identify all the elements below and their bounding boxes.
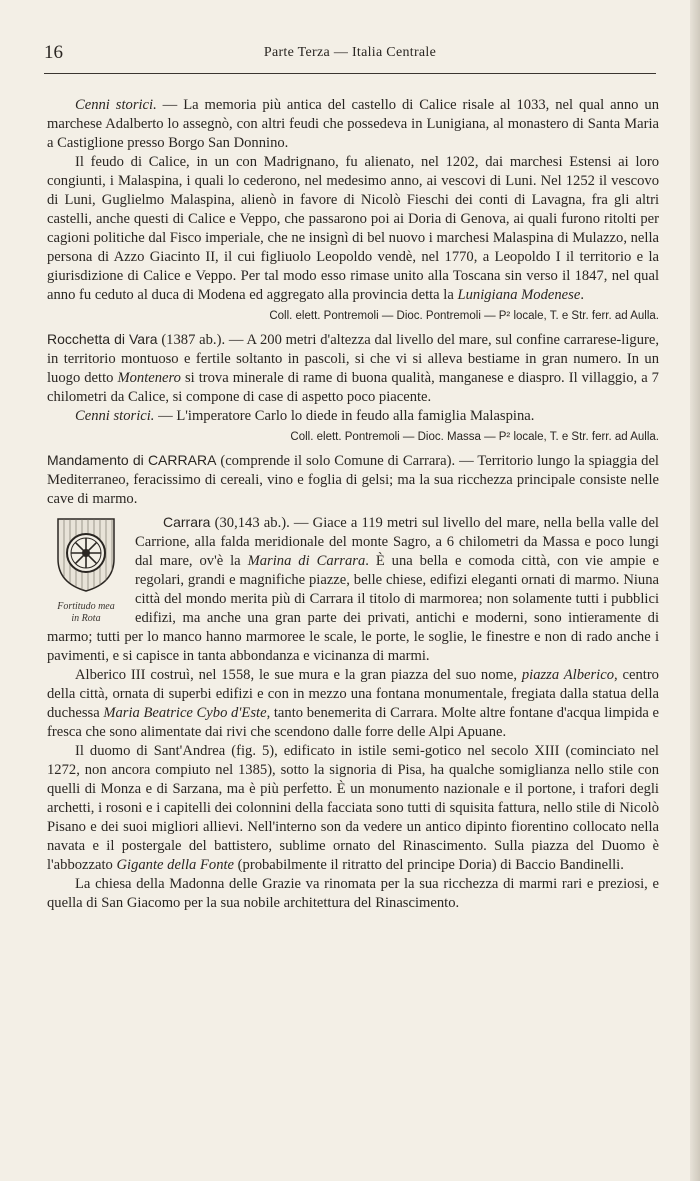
calice-reference-line: Coll. elett. Pontremoli — Dioc. Pontremoli — P² locale, T. e Str. ferr. ad Aulla. — [269, 310, 659, 322]
rocchetta-history-text: — L'imperatore Carlo lo diede in feudo alla famiglia Malaspina. — [154, 408, 535, 424]
running-title: Parte Terza — Italia Centrale — [263, 45, 437, 60]
rocchetta-population: (1387 ab.). — [157, 332, 226, 348]
mandamento-text: (comprende il solo Comune di Carrara). — Territorio lungo la spiaggia del Mediterraneo, feracissimo di cereali, vino e foglia di gelsi; ma la sua ricchezza principale consiste nelle cave di marmo. — [47, 453, 659, 507]
carrara-coat-of-arms — [47, 515, 125, 625]
mandamento-entry — [47, 451, 659, 509]
calice-history-text: — La memoria più antica del castello di Calice risale al 1033, nel qual anno un marchese Adalberto lo assegnò, con altri feudi che possedeva in Lunigiana, al monastero di Santa Maria a Castiglione presso Borgo San Donnino. — [47, 97, 659, 151]
rocchetta-history-label: Cenni storici. — [75, 408, 155, 424]
carrara-entry — [47, 513, 659, 666]
carrara-population: (30,143 ab.). — [210, 515, 290, 531]
duomo-text-end: (probabilmente il ritratto del principe Doria) di Baccio Bandinelli. — [234, 857, 624, 873]
motto-line-1: Fortitudo mea — [57, 601, 115, 612]
carrara-text: — Giace a 119 metri sul livello del mare, nella bella valle del Carrione, alla falda meridionale del monte Sagro, a 6 chilometri da Massa e poco lungi dal mare, ov'è la — [135, 515, 659, 569]
alberico-paragraph — [47, 666, 659, 742]
alberico-text-end: , tanto benemerita di Carrara. Molte altre fontane d'acqua limpida e fresca che sono alimentate dai rivi che scendono dalle forre delle Alpi Apuane. — [47, 705, 660, 740]
rocchetta-entry — [47, 330, 659, 407]
header-rule — [44, 73, 656, 74]
madonna-paragraph: La chiesa della Madonna delle Grazie va rinomata per la sua ricchezza di marmi rari e preziosi, e quella di San Giacomo per la sua nobile architettura del Rinascimento. — [47, 876, 659, 911]
lunigiana-modenese: Lunigiana Modenese — [457, 287, 581, 303]
page-body — [47, 96, 659, 913]
rocchetta-text-end: si trova minerale di rame di buona qualità, manganese e diaspro. Il villaggio, a 7 chilometri da Calice, si compone di case di aspetto poco piacente. — [47, 370, 659, 405]
calice-history-label: Cenni storici. — [75, 97, 157, 113]
page-number: 16 — [44, 42, 63, 63]
calice-feudo-text: Il feudo di Calice, in un con Madrignano, fu alienato, nel 1202, dai marchesi Estensi ai loro congiunti, i Malaspina, i quali lo cederono, nel medesimo anno, ai vescovi di Luni. Nel 1252 il vescovo di Luni, Guglielmo Malaspina, alienò in favore di Nicolò Fieschi dei conti di Lavagna, fra gli altri castelli, anche questi di Calice e Veppo, che passarono poi ai Doria di Genova, ai quali furono ritolti per cagioni politiche dal Fisco imperiale, che ne insignì di bel nuovo i marchesi Malaspina di Mulazzo, nella persona di Azzo Giacinto II, il cui figliuolo Leopoldo vendè, nel 1770, a Leopoldo I il territorio e la giurisdizione di Calice e Veppo. Per tal modo esso rimase unito alla Toscana sin verso il 1847, nel qual anno fu ceduto al duca di Modena ed aggregato alla provincia detta la — [47, 154, 659, 303]
motto-line-2: in Rota — [71, 613, 101, 624]
calice-feudo-end: . — [580, 287, 584, 303]
page-edge-shadow — [690, 0, 700, 1181]
carrara-text-end: . È una bella e comoda città, con vie ampie e regolari, grandi e magnifiche piazze, belle chiese, edifizi eleganti ornati di marmo. Niuna città del mondo merita più di Carrara il titolo di marmorea; non solamente tutti i pubblici edifizi, ma anche una gran parte dei privati, antichi e moderni, sono intieramente di marmo; tutti per lo manco hanno marmoree le scale, le porte, le soglie, le finestre e non di rado anche i pavimenti, e si capisce in tanta abbondanza e vicinanza di marmi. — [47, 553, 659, 664]
calice-feudo-paragraph — [47, 153, 659, 305]
mandamento-title: Mandamento di CARRARA — [47, 452, 217, 468]
duchessa-name: Maria Beatrice Cybo d'Este — [103, 705, 267, 721]
marina-di-carrara: Marina di Carrara — [247, 553, 366, 569]
montenero: Montenero — [117, 370, 181, 386]
duomo-text: Il duomo di Sant'Andrea (fig. 5), edificato in istile semi-gotico nel secolo XIII (cominciato nel 1272, non ancora compiuto nel 1385), sotto la signoria di Pisa, ha qualche somiglianza nello stile con quelli di Monza e di Sarzana, ma è più perfetto. È un monumento nazionale e il portone, i trafori degli archetti, i rosoni e i capitelli dei colonnini della facciata sono tutti di squisita fattura, nello stile di Nicolò Pisano e dei suoi migliori allievi. Nell'interno son da vedere un antico dipinto fiorentino collocato nella navata e il postergale del battistero, sublime ornato del Rinascimento. Sulla piazza del Duomo è l'abbozzato — [47, 743, 659, 873]
wheel-shield-icon — [54, 515, 118, 593]
rocchetta-reference-line: Coll. elett. Pontremoli — Dioc. Massa — P² locale, T. e Str. ferr. ad Aulla. — [290, 431, 659, 443]
page-header — [44, 42, 656, 66]
duomo-paragraph — [47, 742, 659, 875]
alberico-text: Alberico III costruì, nel 1558, le sue mura e la gran piazza del suo nome, — [75, 667, 522, 683]
piazza-alberico: piazza Alberico — [521, 667, 615, 683]
gigante-della-fonte: Gigante della Fonte — [116, 857, 235, 873]
rocchetta-name: Rocchetta di Vara — [47, 331, 158, 347]
carrara-name: Carrara — [163, 514, 211, 530]
crest-motto — [47, 601, 125, 625]
rocchetta-text: — A 200 metri d'altezza dal livello del mare, sul confine carrarese-ligure, in territorio montuoso e fertile soltanto in pascoli, si che vi si alleva bestiame in gran numero. In un luogo detto — [47, 332, 659, 386]
calice-history-paragraph — [47, 96, 659, 153]
alberico-text-middle: , centro della città, ornata di superbi edifizi e con in mezzo una fontana monumentale, fregiata dalla statua della duchessa — [47, 667, 659, 721]
rocchetta-history — [47, 407, 659, 426]
